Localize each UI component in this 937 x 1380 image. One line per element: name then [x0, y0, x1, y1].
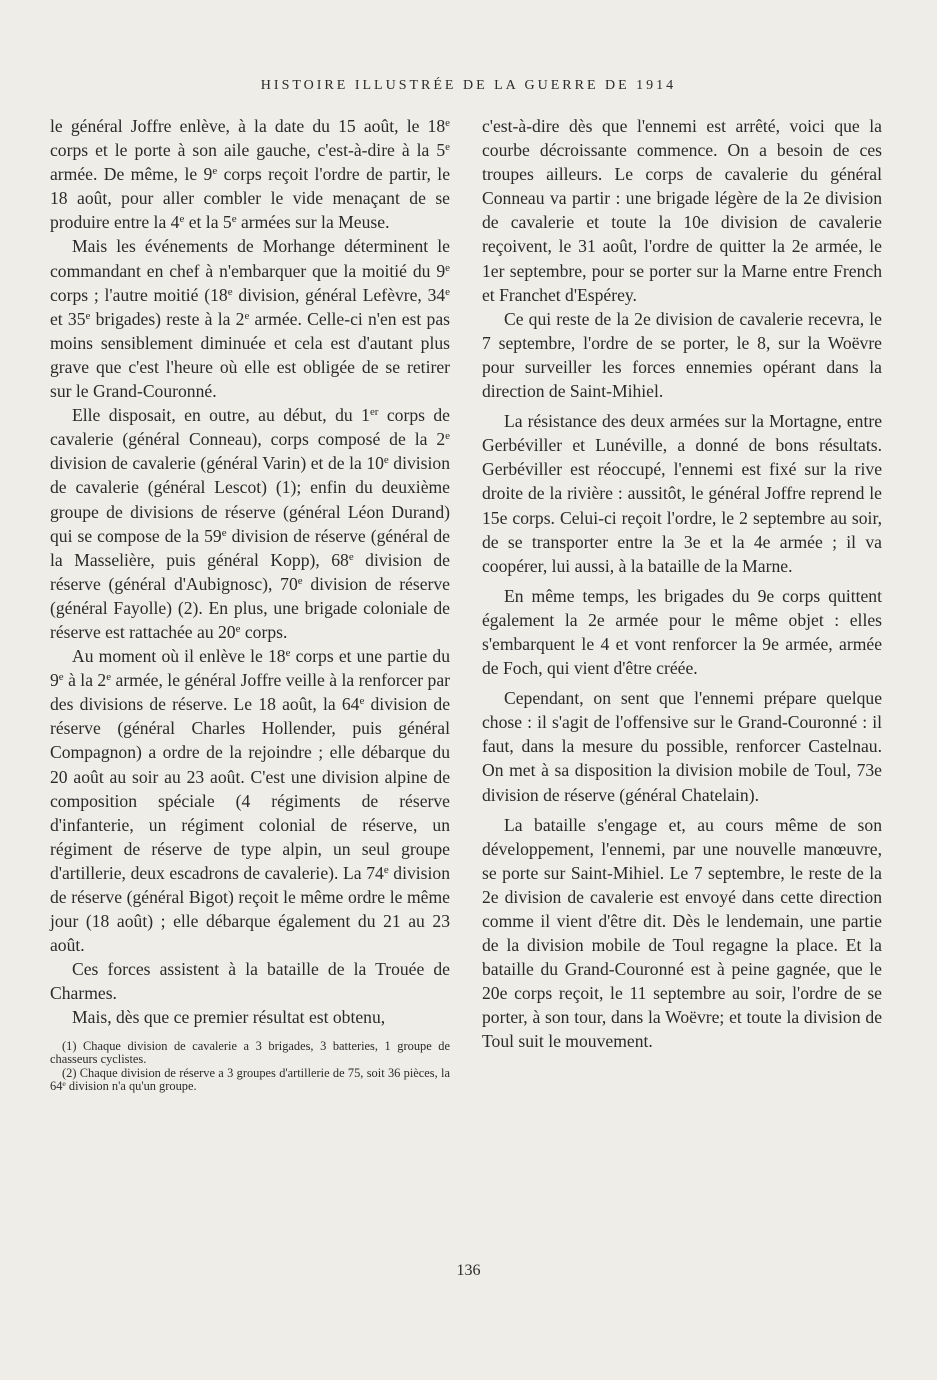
paragraph: Ces forces assistent à la bataille de la Trouée de Charmes.	[50, 959, 450, 1004]
paragraph: le général Joffre enlève, à la date du 15 août, le 18e corps et le porte à son aile gauche, c'est-à-dire à la 5e armée. De même, le 9e corps reçoit l'ordre de partir, le 18 août, pour aller combler le vide menaçant de se produire entre la 4e et la 5e armées sur la Meuse.	[50, 116, 451, 233]
paragraph: En même temps, les brigades du 9e corps quittent également la 2e armée pour le même objet : elles s'embarquent le 4 et vont renforcer la 9e armée, armée de Foch, qui vient d'être créée.	[482, 585, 882, 679]
paragraph: Cependant, on sent que l'ennemi prépare quelque chose : il s'agit de l'offensive sur le Grand-Couronné : il faut, dans la mesure du possible, renforcer Castelnau. On met à sa disposition la division mobile de Toul, 73e division de réserve (général Chatelain).	[482, 688, 882, 805]
paragraph: Elle disposait, en outre, au début, du 1er corps de cavalerie (général Conneau), corps composé de la 2e division de cavalerie (général Varin) et de la 10e division de cavalerie (général Lescot) (1); enfin du deuxième groupe de divisions de réserve (général Léon Durand) qui se compose de la 59e division de réserve (général de la Masselière, puis général Kopp), 68e division de réserve (général d'Aubignosc), 70e division de réserve (général Fayolle) (2). En plus, une brigade coloniale de réserve est rattachée au 20e corps.	[50, 405, 450, 642]
footnote: (2) Chaque division de réserve a 3 groupes d'artillerie de 75, soit 36 pièces, la 64e division n'a qu'un groupe.	[50, 1065, 450, 1094]
paragraph: Mais, dès que ce premier résultat est obtenu,	[72, 1007, 386, 1028]
left-column	[50, 114, 450, 1094]
footnote: (1) Chaque division de cavalerie a 3 brigades, 3 batteries, 1 groupe de chasseurs cyclistes.	[50, 1038, 450, 1067]
footnotes	[50, 1040, 450, 1094]
paragraph: Mais les événements de Morhange déterminent le commandant en chef à n'embarquer que la moitié du 9e corps ; l'autre moitié (18e division, général Lefèvre, 34e et 35e brigades) reste à la 2e armée. Celle-ci n'en est pas moins sensiblement diminuée et cela est d'autant plus grave que c'est l'heure où elle est obligée de se retirer sur le Grand-Couronné.	[50, 236, 451, 402]
paragraph: La bataille s'engage et, au cours même de son développement, l'ennemi, par une nouvelle manœuvre, se porte sur Saint-Mihiel. Le 7 septembre, le reste de la 2e division de cavalerie est envoyé dans cette direction comme il vient d'être dit. Dès le lendemain, une partie de la division mobile de Toul regagne la place. Et la bataille du Grand-Couronné est à peine gagnée, que le 20e corps reçoit, le 11 septembre au soir, l'ordre de se porter, à son tour, dans la Woëvre; et toute la division de Toul suit le mouvement.	[482, 814, 882, 1052]
running-head: HISTOIRE ILLUSTRÉE DE LA GUERRE DE 1914	[260, 78, 677, 93]
paragraph: c'est-à-dire dès que l'ennemi est arrêté, voici que la courbe décroissante commence. On a besoin de ces troupes ailleurs. Le corps de cavalerie du général Conneau va partir : une brigade légère de la 2e division de cavalerie et toute la 10e division de cavalerie reçoivent, le 31 août, l'ordre de quitter la 2e armée, le 1er septembre, pour se porter sur la Marne entre French et Franchet d'Espérey.	[482, 116, 882, 305]
paragraph: La résistance des deux armées sur la Mortagne, entre Gerbéviller et Lunéville, a donné de bons résultats. Gerbéviller est réoccupé, l'ennemi est fixé sur la rive droite de la rivière : aussitôt, le général Joffre reprend le 15e corps. Celui-ci reçoit l'ordre, le 2 septembre au soir, de se transporter entre la 3e et la 4e armée ; il va coopérer, lui aussi, à la bataille de la Marne.	[482, 411, 882, 576]
paragraph: Ce qui reste de la 2e division de cavalerie recevra, le 7 septembre, l'ordre de se porter, le 8, sur la Woëvre pour surveiller les forces ennemies opérant dans la direction de Saint-Mihiel.	[482, 308, 882, 402]
right-column	[482, 114, 882, 1054]
page-number: 136	[456, 1262, 481, 1279]
paragraph: Au moment où il enlève le 18e corps et une partie du 9e à la 2e armée, le général Joffre veille à la renforcer par des divisions de réserve. Le 18 août, la 64e division de réserve (général Charles Hollender, puis général Compagnon) a ordre de la rejoindre ; elle débarque du 20 août au soir au 23 août. C'est une division alpine de composition spéciale (4 régiments de réserve d'infanterie, un régiment colonial de réserve, un régiment de réserve de type alpin, un seul groupe d'artillerie, deux escadrons de cavalerie). La 74e division de réserve (général Bigot) reçoit le même ordre le même jour (18 août) ; elle débarque également du 21 au 23 août.	[50, 646, 451, 956]
